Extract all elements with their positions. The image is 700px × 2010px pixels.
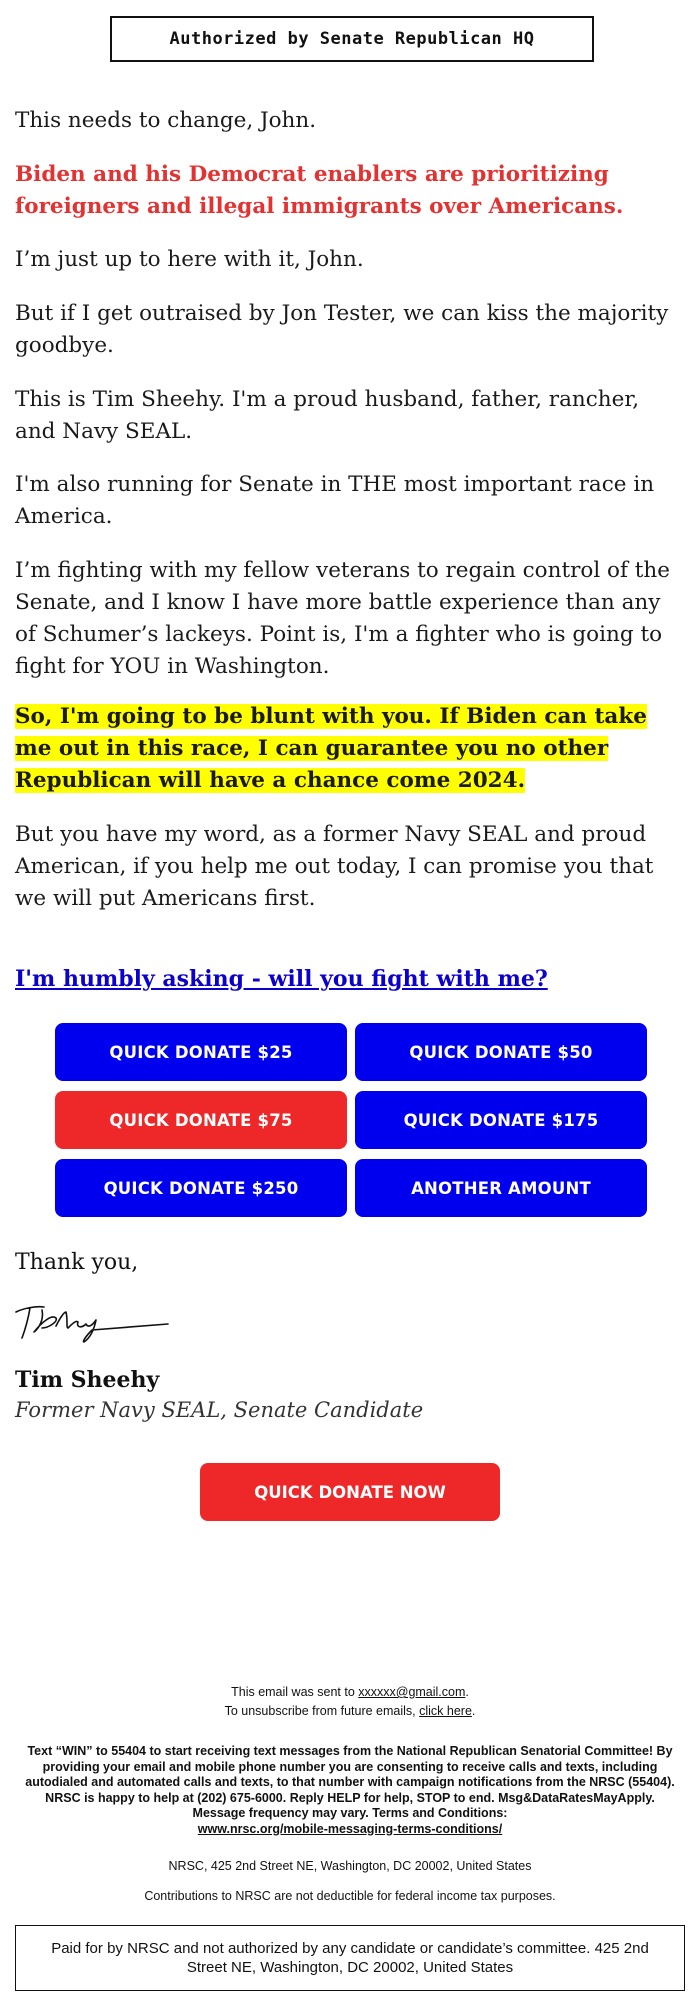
signature-image bbox=[12, 1298, 172, 1348]
paragraph-intro: This needs to change, John. bbox=[15, 108, 317, 133]
another-amount-button[interactable]: ANOTHER AMOUNT bbox=[355, 1159, 647, 1217]
tax-deductibility-note: Contributions to NRSC are not deductible for federal income tax purposes. bbox=[144, 1889, 556, 1903]
sms-legal-notice bbox=[18, 1744, 682, 1837]
paragraph-headline: Biden and his Democrat enablers are prioritizing foreigners and illegal immigrants over Americans. bbox=[15, 162, 624, 219]
signer-name: Tim Sheehy bbox=[15, 1367, 160, 1393]
recipient-email-link[interactable]: xxxxxx@gmail.com bbox=[358, 1685, 466, 1699]
unsubscribe-link[interactable]: click here bbox=[419, 1704, 472, 1718]
paragraph-3: I’m just up to here with it, John. bbox=[15, 247, 364, 272]
paragraph-6: I'm also running for Senate in THE most important race in America. bbox=[15, 472, 655, 529]
donate-175-button[interactable]: QUICK DONATE $175 bbox=[355, 1091, 647, 1149]
fight-with-me-link[interactable]: I'm humbly asking - will you fight with me? bbox=[15, 966, 548, 992]
donate-50-button[interactable]: QUICK DONATE $50 bbox=[355, 1023, 647, 1081]
paid-for-disclaimer bbox=[15, 1925, 685, 1991]
unsubscribe-line: To unsubscribe from future emails, click here. bbox=[224, 1704, 476, 1718]
donate-75-button[interactable]: QUICK DONATE $75 bbox=[55, 1091, 347, 1149]
paragraph-highlight bbox=[15, 701, 685, 797]
donate-250-button[interactable]: QUICK DONATE $250 bbox=[55, 1159, 347, 1217]
thank-you-text: Thank you, bbox=[15, 1250, 139, 1275]
sent-to-line: This email was sent to xxxxxx@gmail.com. bbox=[231, 1685, 469, 1699]
donate-25-button[interactable]: QUICK DONATE $25 bbox=[55, 1023, 347, 1081]
mailing-address: NRSC, 425 2nd Street NE, Washington, DC 20002, United States bbox=[168, 1859, 532, 1873]
sms-legal-text: Text “WIN” to 55404 to start receiving text messages from the National Republican Senatorial Committee! By providing your email and mobile phone number you are consenting to receive calls and texts, including autodialed and automated calls and texts, to that number with campaign notifications from the NRSC (55404). NRSC is happy to help at (202) 675-6000. Reply HELP for help, STOP to end. Msg&DataRatesMayApply. Message frequency may vary. Terms and Conditions: bbox=[25, 1744, 675, 1820]
authorized-text: Authorized by Senate Republican HQ bbox=[169, 29, 535, 49]
highlighted-text: So, I'm going to be blunt with you. If Biden can take me out in this race, I can guarantee you no other Republican will have a chance come 2024. bbox=[15, 704, 647, 793]
paragraph-7: I’m fighting with my fellow veterans to regain control of the Senate, and I know I have more battle experience than any of Schumer’s lackeys. Point is, I'm a fighter who is going to fight for YOU in Washington. bbox=[15, 558, 670, 679]
paid-for-text: Paid for by NRSC and not authorized by any candidate or candidate’s committee. 425 2nd Street NE, Washington, DC 20002, United States bbox=[51, 1940, 649, 1976]
quick-donate-now-button[interactable]: QUICK DONATE NOW bbox=[200, 1463, 500, 1521]
authorized-header bbox=[110, 16, 594, 62]
paragraph-4: But if I get outraised by Jon Tester, we can kiss the majority goodbye. bbox=[15, 301, 669, 358]
paragraph-5: This is Tim Sheehy. I'm a proud husband, father, rancher, and Navy SEAL. bbox=[15, 387, 640, 444]
terms-conditions-link[interactable]: www.nrsc.org/mobile-messaging-terms-conditions/ bbox=[197, 1821, 503, 1836]
signer-title: Former Navy SEAL, Senate Candidate bbox=[15, 1398, 424, 1422]
paragraph-9: But you have my word, as a former Navy SEAL and proud American, if you help me out today, I can promise you that we will put Americans first. bbox=[15, 822, 654, 911]
